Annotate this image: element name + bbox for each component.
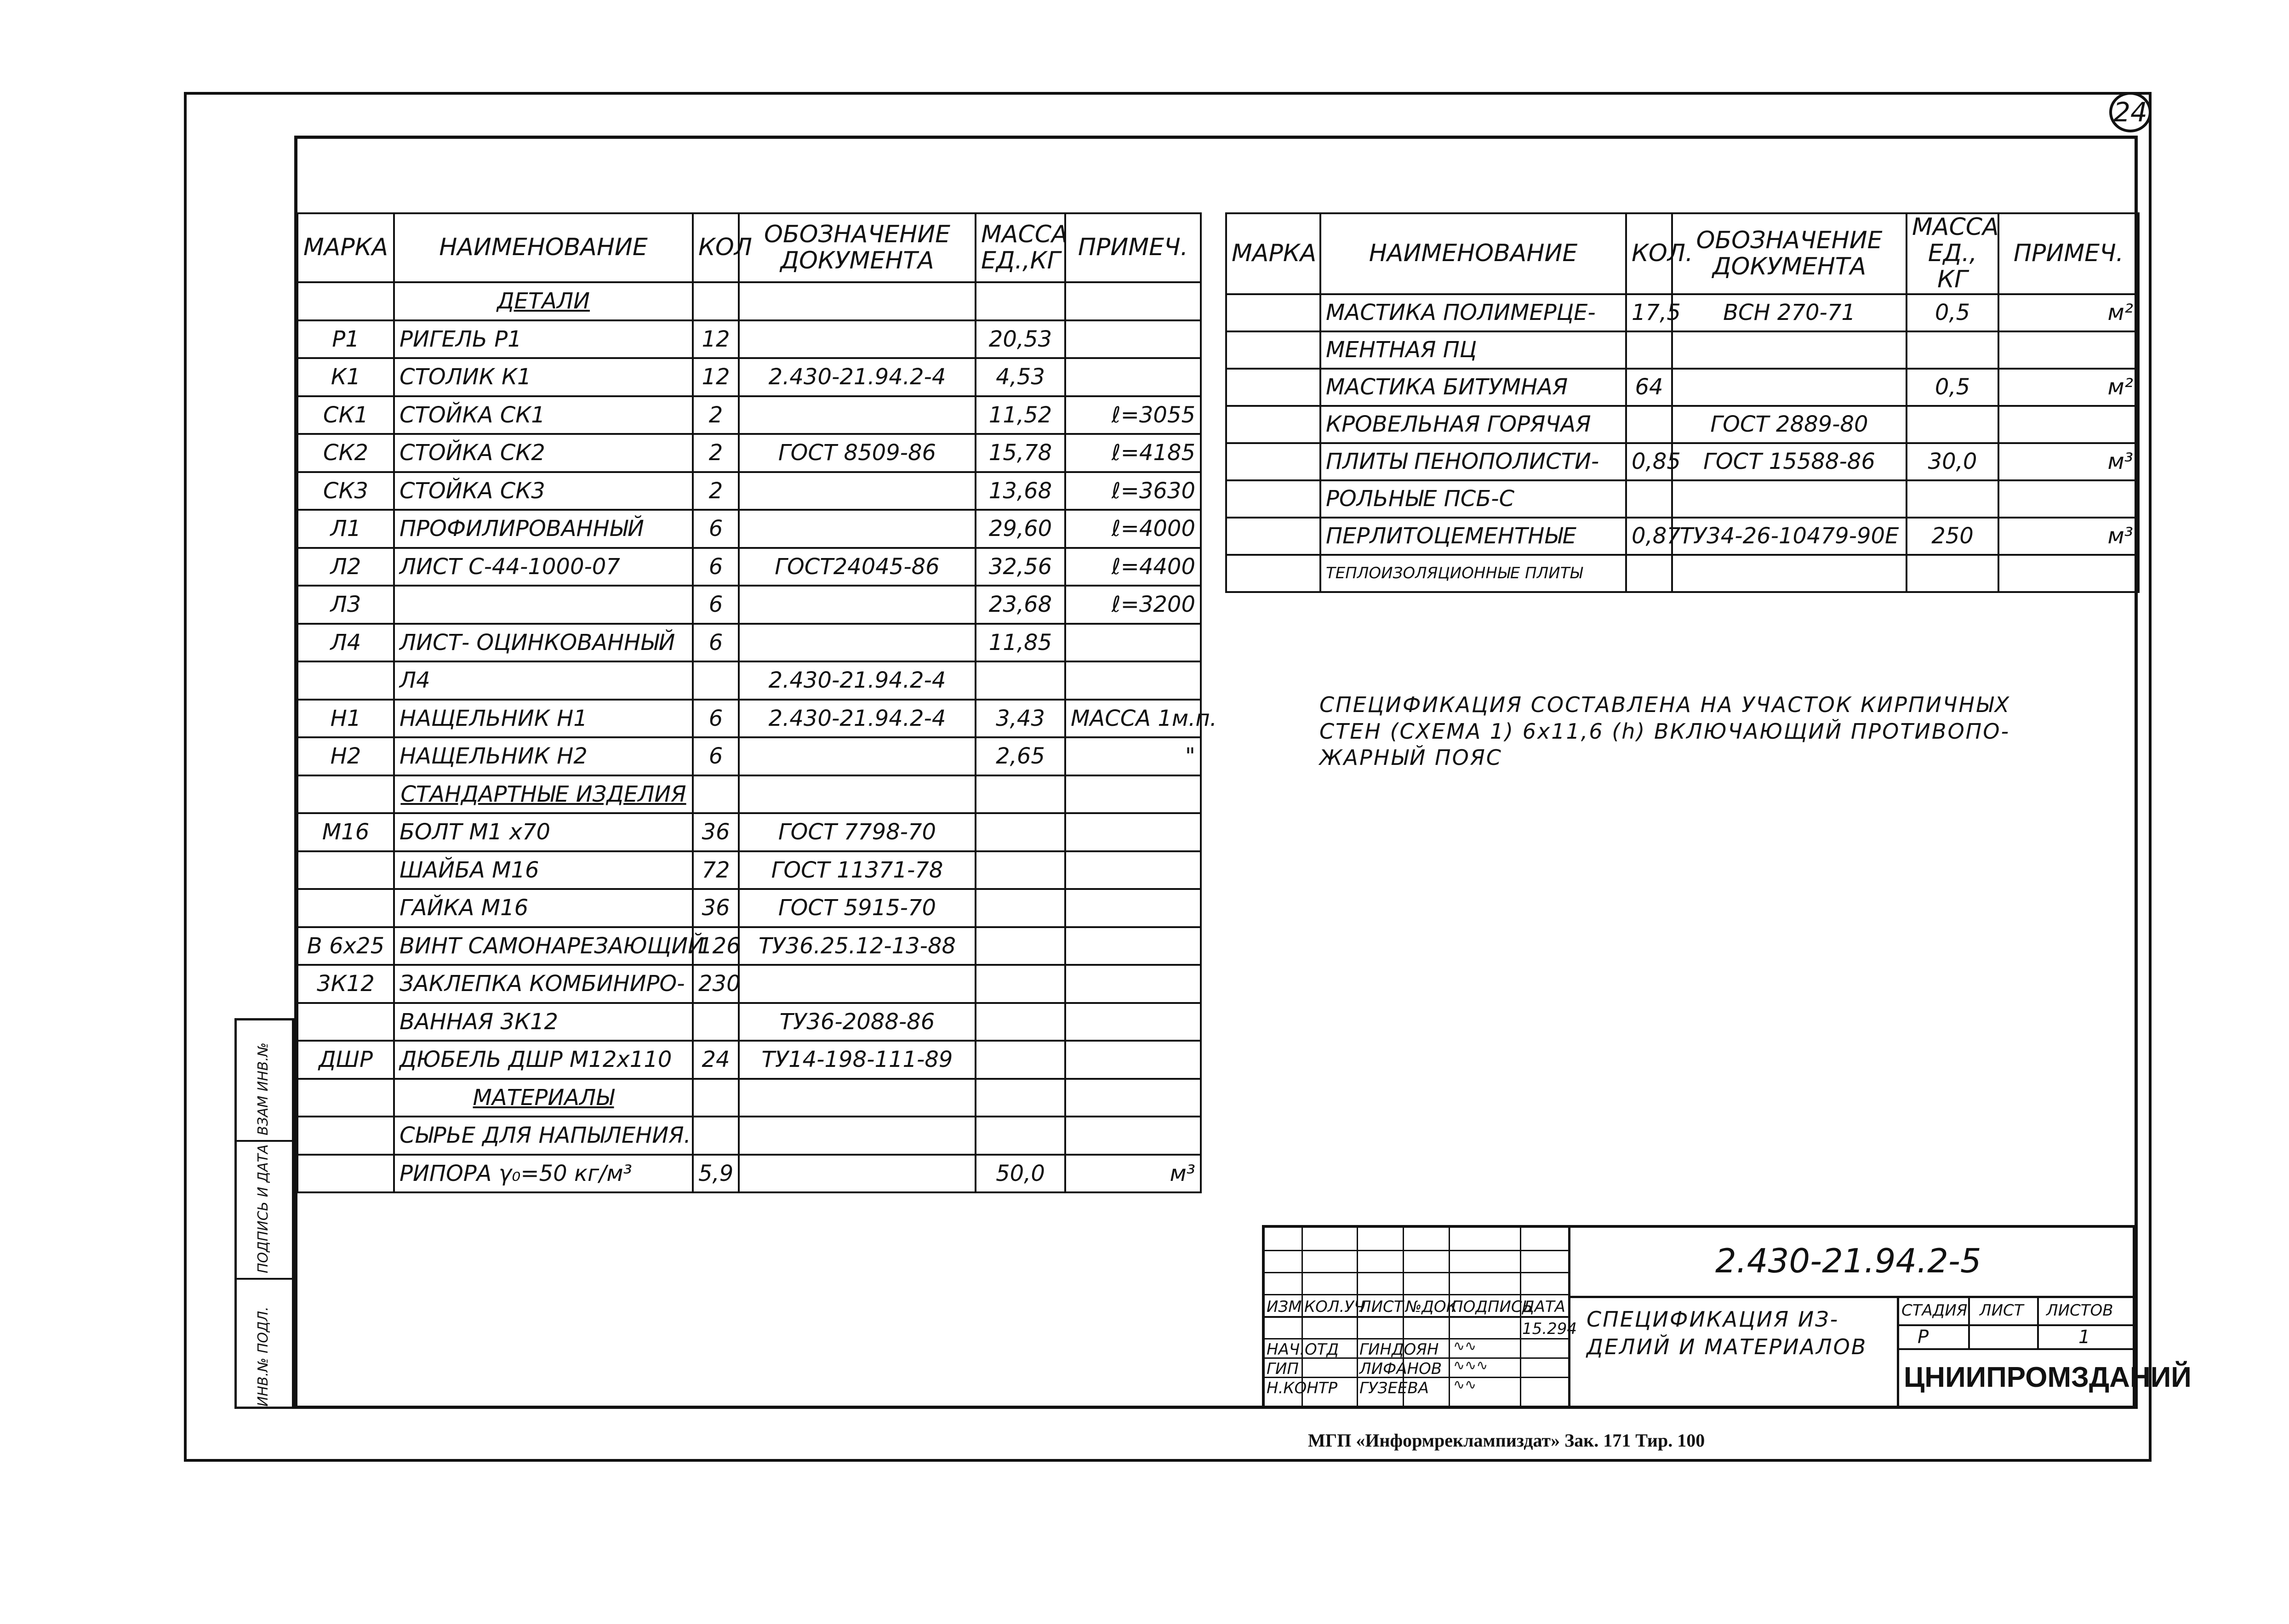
table-cell: 3К12 bbox=[297, 965, 394, 1003]
table-cell: СК3 bbox=[297, 472, 394, 510]
side-stamp-label: ВЗАМ ИНВ.№ bbox=[255, 1042, 271, 1135]
table-cell bbox=[976, 1117, 1065, 1155]
table-cell bbox=[1226, 555, 1320, 592]
table-cell: м³ bbox=[1065, 1155, 1201, 1193]
table-cell: 29,60 bbox=[976, 510, 1065, 548]
table-cell: РИГЕЛЬ Р1 bbox=[394, 320, 693, 359]
table-cell: Н1 bbox=[297, 700, 394, 738]
table-cell bbox=[739, 510, 976, 548]
table-cell bbox=[976, 1003, 1065, 1041]
table-row bbox=[297, 1117, 1201, 1155]
table-cell bbox=[1226, 518, 1320, 555]
table-cell: 36 bbox=[693, 813, 739, 851]
table-cell bbox=[1998, 406, 2139, 443]
table-row bbox=[297, 282, 1201, 320]
table-cell: МАСТИКА ПОЛИМЕРЦЕ- bbox=[1320, 294, 1626, 331]
table-cell bbox=[739, 1117, 976, 1155]
doc-code: 2.430-21.94.2-5 bbox=[1715, 1242, 1981, 1280]
table-cell: " bbox=[1065, 737, 1201, 775]
table-row bbox=[297, 1155, 1201, 1193]
table-cell: ДЮБЕЛЬ ДШР М12х110 bbox=[394, 1041, 693, 1079]
table-cell bbox=[1998, 555, 2139, 592]
table-row bbox=[297, 927, 1201, 965]
table-cell: 17,5 bbox=[1626, 294, 1672, 331]
column-header: КОЛ. bbox=[1626, 213, 1672, 294]
table-cell bbox=[739, 737, 976, 775]
table-cell: ПЕРЛИТОЦЕМЕНТНЫЕ bbox=[1320, 518, 1626, 555]
table-cell bbox=[1065, 1079, 1201, 1117]
column-header: ОБОЗНАЧЕНИЕ ДОКУМЕНТА bbox=[1672, 213, 1907, 294]
table-cell bbox=[739, 320, 976, 359]
table-cell: СТОЛИК К1 bbox=[394, 358, 693, 396]
table-row bbox=[1226, 369, 2139, 406]
table-cell bbox=[1065, 661, 1201, 700]
table-cell: ТУ36.25.12-13-88 bbox=[739, 927, 976, 965]
side-stamp-label: ИНВ.№ ПОДЛ. bbox=[255, 1306, 271, 1407]
tb-sheets-label: ЛИСТОВ bbox=[2046, 1301, 2113, 1320]
table-cell bbox=[1226, 369, 1320, 406]
column-header: МАССА ЕД., КГ bbox=[1907, 213, 1998, 294]
table-cell bbox=[1065, 775, 1201, 814]
table-cell bbox=[739, 965, 976, 1003]
table-cell: ГОСТ 11371-78 bbox=[739, 851, 976, 889]
signature: ∿∿ bbox=[1453, 1338, 1477, 1354]
table-row bbox=[297, 737, 1201, 775]
table-cell bbox=[976, 889, 1065, 927]
table-cell: СК1 bbox=[297, 396, 394, 434]
table-row bbox=[297, 358, 1201, 396]
side-stamp bbox=[234, 1018, 294, 1409]
table-cell bbox=[1065, 624, 1201, 662]
table-cell: ℓ=4400 bbox=[1065, 548, 1201, 586]
table-cell bbox=[1226, 331, 1320, 369]
table-cell bbox=[976, 965, 1065, 1003]
table-cell bbox=[394, 586, 693, 624]
table-cell bbox=[1065, 965, 1201, 1003]
table-cell: СТОЙКА СК2 bbox=[394, 434, 693, 472]
table-cell bbox=[739, 624, 976, 662]
table-cell: НАЩЕЛЬНИК Н1 bbox=[394, 700, 693, 738]
tb-col-data: ДАТА bbox=[1522, 1298, 1565, 1316]
table-row bbox=[1226, 294, 2139, 331]
table-cell: 13,68 bbox=[976, 472, 1065, 510]
table-cell bbox=[976, 927, 1065, 965]
printer-footer: МГП «Информреклампиздат» Зак. 171 Тир. 100 bbox=[1308, 1430, 1705, 1451]
table-cell: 30,0 bbox=[1907, 443, 1998, 480]
table-row bbox=[297, 1003, 1201, 1041]
tb-name: ГИНДОЯН bbox=[1359, 1340, 1439, 1359]
table-cell bbox=[693, 775, 739, 814]
table-cell: ЛИСТ С-44-1000-07 bbox=[394, 548, 693, 586]
table-cell: 230 bbox=[693, 965, 739, 1003]
left-spec-table bbox=[297, 212, 1217, 1193]
tb-role: НАЧ.ОТД bbox=[1267, 1340, 1339, 1359]
table-cell: 2 bbox=[693, 472, 739, 510]
table-row bbox=[297, 472, 1201, 510]
table-row bbox=[1226, 331, 2139, 369]
table-row bbox=[297, 661, 1201, 700]
table-cell: м³ bbox=[1998, 443, 2139, 480]
table-cell: 6 bbox=[693, 548, 739, 586]
table-cell bbox=[1226, 480, 1320, 518]
table-cell: КРОВЕЛЬНАЯ ГОРЯЧАЯ bbox=[1320, 406, 1626, 443]
table-cell: Р1 bbox=[297, 320, 394, 359]
table-cell: ГОСТ 8509-86 bbox=[739, 434, 976, 472]
table-cell bbox=[739, 775, 976, 814]
table-cell bbox=[1907, 555, 1998, 592]
tb-sheet-label: ЛИСТ bbox=[1980, 1301, 2024, 1320]
table-row bbox=[297, 1041, 1201, 1079]
table-cell: 12 bbox=[693, 320, 739, 359]
table-cell bbox=[693, 1079, 739, 1117]
specification-note: СПЕЦИФИКАЦИЯ СОСТАВЛЕНА НА УЧАСТОК КИРПИЧНЫХ СТЕН (СХЕМА 1) 6х11,6 (h) ВКЛЮЧАЮЩИЙ ПРОТИВОПО- ЖАРНЫЙ ПОЯС bbox=[1319, 692, 2011, 770]
table-cell: М16 bbox=[297, 813, 394, 851]
table-cell bbox=[297, 282, 394, 320]
table-cell: 2,65 bbox=[976, 737, 1065, 775]
table-cell bbox=[976, 851, 1065, 889]
doc-title: СПЕЦИФИКАЦИЯ ИЗ- ДЕЛИЙ И МАТЕРИАЛОВ bbox=[1587, 1307, 1867, 1359]
table-row bbox=[297, 586, 1201, 624]
table-cell: ℓ=3200 bbox=[1065, 586, 1201, 624]
table-cell: 20,53 bbox=[976, 320, 1065, 359]
table-cell: ДЕТАЛИ bbox=[394, 282, 693, 320]
table-cell: 23,68 bbox=[976, 586, 1065, 624]
table-cell: НАЩЕЛЬНИК Н2 bbox=[394, 737, 693, 775]
table-row bbox=[297, 813, 1201, 851]
table-row bbox=[297, 434, 1201, 472]
table-cell: ТУ36-2088-86 bbox=[739, 1003, 976, 1041]
table-cell bbox=[1065, 320, 1201, 359]
table-cell: 6 bbox=[693, 586, 739, 624]
table-cell: МАТЕРИАЛЫ bbox=[394, 1079, 693, 1117]
table-cell: 11,85 bbox=[976, 624, 1065, 662]
table-cell: СТОЙКА СК1 bbox=[394, 396, 693, 434]
table-cell: МАССА 1м.п. bbox=[1065, 700, 1201, 738]
table-cell bbox=[1226, 443, 1320, 480]
organization: ЦНИИПРОМЗДАНИЙ bbox=[1904, 1362, 2192, 1393]
table-cell: ЗАКЛЕПКА КОМБИНИРО- bbox=[394, 965, 693, 1003]
tb-col-izm: ИЗМ bbox=[1267, 1298, 1302, 1316]
table-cell bbox=[1226, 406, 1320, 443]
table-cell bbox=[297, 1155, 394, 1193]
table-cell bbox=[1065, 813, 1201, 851]
table-cell: ШАЙБА М16 bbox=[394, 851, 693, 889]
table-cell bbox=[297, 775, 394, 814]
table-cell: 250 bbox=[1907, 518, 1998, 555]
column-header: ОБОЗНАЧЕНИЕ ДОКУМЕНТА bbox=[739, 213, 976, 282]
table-cell bbox=[1998, 331, 2139, 369]
table-cell: В 6х25 bbox=[297, 927, 394, 965]
table-row bbox=[297, 775, 1201, 814]
table-cell: МАСТИКА БИТУМНАЯ bbox=[1320, 369, 1626, 406]
sheet-number: 24 bbox=[2109, 92, 2152, 132]
table-row bbox=[297, 965, 1201, 1003]
table-cell bbox=[297, 1003, 394, 1041]
table-cell: МЕНТНАЯ ПЦ bbox=[1320, 331, 1626, 369]
table-row bbox=[297, 548, 1201, 586]
table-cell bbox=[739, 1155, 976, 1193]
table-cell bbox=[1626, 406, 1672, 443]
table-cell: м² bbox=[1998, 294, 2139, 331]
table-cell: 64 bbox=[1626, 369, 1672, 406]
table-cell: 2 bbox=[693, 434, 739, 472]
table-cell: 6 bbox=[693, 737, 739, 775]
table-cell bbox=[739, 1079, 976, 1117]
tb-col-kol: КОЛ.УЧ bbox=[1304, 1298, 1365, 1316]
table-cell: СЫРЬЕ ДЛЯ НАПЫЛЕНИЯ. bbox=[394, 1117, 693, 1155]
table-cell: ВИНТ САМОНАРЕЗАЮЩИЙ bbox=[394, 927, 693, 965]
table-cell bbox=[1065, 889, 1201, 927]
table-cell bbox=[976, 282, 1065, 320]
table-row bbox=[297, 889, 1201, 927]
column-header: ПРИМЕЧ. bbox=[1998, 213, 2139, 294]
table-cell: 72 bbox=[693, 851, 739, 889]
signature: ∿∿ bbox=[1453, 1377, 1477, 1393]
table-row bbox=[297, 1079, 1201, 1117]
table-cell: ГАЙКА М16 bbox=[394, 889, 693, 927]
table-row bbox=[1226, 443, 2139, 480]
table-cell bbox=[1907, 480, 1998, 518]
table-cell bbox=[693, 1117, 739, 1155]
column-header: НАИМЕНОВАНИЕ bbox=[394, 213, 693, 282]
table-cell bbox=[1065, 1003, 1201, 1041]
table-cell: 2.430-21.94.2-4 bbox=[739, 700, 976, 738]
table-cell bbox=[739, 472, 976, 510]
table-cell: ГОСТ 2889-80 bbox=[1672, 406, 1907, 443]
table-cell: 4,53 bbox=[976, 358, 1065, 396]
table-cell: 0,5 bbox=[1907, 294, 1998, 331]
table-cell: ℓ=3630 bbox=[1065, 472, 1201, 510]
table-cell: СТАНДАРТНЫЕ ИЗДЕЛИЯ bbox=[394, 775, 693, 814]
table-cell: ПЛИТЫ ПЕНОПОЛИСТИ- bbox=[1320, 443, 1626, 480]
table-row bbox=[1226, 555, 2139, 592]
table-cell: Л2 bbox=[297, 548, 394, 586]
table-row bbox=[297, 624, 1201, 662]
table-row bbox=[297, 320, 1201, 359]
table-cell: 5,9 bbox=[693, 1155, 739, 1193]
table-cell: 0,87 bbox=[1626, 518, 1672, 555]
table-cell: СК2 bbox=[297, 434, 394, 472]
table-cell: Л3 bbox=[297, 586, 394, 624]
table-cell: 12 bbox=[693, 358, 739, 396]
tb-date: 15.294 bbox=[1522, 1320, 1577, 1338]
table-cell bbox=[1065, 851, 1201, 889]
table-cell bbox=[739, 586, 976, 624]
right-spec-table bbox=[1225, 212, 2140, 593]
table-cell bbox=[1907, 406, 1998, 443]
table-cell bbox=[976, 661, 1065, 700]
table-cell bbox=[1626, 331, 1672, 369]
table-cell: 15,78 bbox=[976, 434, 1065, 472]
table-cell: 11,52 bbox=[976, 396, 1065, 434]
table-cell bbox=[297, 1079, 394, 1117]
table-cell: 6 bbox=[693, 700, 739, 738]
table-cell: 126 bbox=[693, 927, 739, 965]
table-cell bbox=[1065, 1117, 1201, 1155]
table-cell: 2.430-21.94.2-4 bbox=[739, 358, 976, 396]
table-cell: 6 bbox=[693, 624, 739, 662]
tb-role: ГИП bbox=[1267, 1360, 1299, 1378]
table-cell: 3,43 bbox=[976, 700, 1065, 738]
table-cell bbox=[739, 396, 976, 434]
table-cell bbox=[1626, 555, 1672, 592]
table-cell: 2 bbox=[693, 396, 739, 434]
table-cell bbox=[297, 851, 394, 889]
table-row bbox=[1226, 518, 2139, 555]
table-cell bbox=[976, 775, 1065, 814]
table-cell: РОЛЬНЫЕ ПСБ-С bbox=[1320, 480, 1626, 518]
table-cell: Л1 bbox=[297, 510, 394, 548]
table-cell: ГОСТ 5915-70 bbox=[739, 889, 976, 927]
table-cell: 36 bbox=[693, 889, 739, 927]
table-cell: БОЛТ М1 х70 bbox=[394, 813, 693, 851]
column-header: МАРКА bbox=[297, 213, 394, 282]
tb-sheets: 1 bbox=[2078, 1327, 2090, 1348]
table-cell: ℓ=4185 bbox=[1065, 434, 1201, 472]
table-cell bbox=[1065, 358, 1201, 396]
table-cell bbox=[976, 813, 1065, 851]
table-cell: ВАННАЯ 3К12 bbox=[394, 1003, 693, 1041]
table-cell: Л4 bbox=[394, 661, 693, 700]
table-cell: м² bbox=[1998, 369, 2139, 406]
table-row bbox=[297, 851, 1201, 889]
column-header: НАИМЕНОВАНИЕ bbox=[1320, 213, 1626, 294]
table-cell: ℓ=3055 bbox=[1065, 396, 1201, 434]
table-cell: ПРОФИЛИРОВАННЫЙ bbox=[394, 510, 693, 548]
table-cell bbox=[976, 1079, 1065, 1117]
table-cell: ДШР bbox=[297, 1041, 394, 1079]
table-cell: ТУ14-198-111-89 bbox=[739, 1041, 976, 1079]
table-cell: ГОСТ 15588-86 bbox=[1672, 443, 1907, 480]
table-cell bbox=[1998, 480, 2139, 518]
table-row bbox=[1226, 480, 2139, 518]
table-cell: РИПОРА γ₀=50 кг/м³ bbox=[394, 1155, 693, 1193]
tb-stage: Р bbox=[1918, 1327, 1929, 1348]
table-cell: 0,5 bbox=[1907, 369, 1998, 406]
side-stamp-label: ПОДПИСЬ И ДАТА bbox=[255, 1144, 271, 1273]
table-cell bbox=[1907, 331, 1998, 369]
table-cell bbox=[693, 1003, 739, 1041]
table-cell bbox=[297, 889, 394, 927]
table-row bbox=[297, 510, 1201, 548]
column-header: МАССА ЕД.,КГ bbox=[976, 213, 1065, 282]
table-cell: ГОСТ24045-86 bbox=[739, 548, 976, 586]
tb-name: ГУЗЕЕВА bbox=[1359, 1379, 1429, 1397]
table-cell: ТУ34-26-10479-90Е bbox=[1672, 518, 1907, 555]
table-cell bbox=[1065, 927, 1201, 965]
column-header: ПРИМЕЧ. bbox=[1065, 213, 1201, 282]
table-cell: ВСН 270-71 bbox=[1672, 294, 1907, 331]
table-cell: 50,0 bbox=[976, 1155, 1065, 1193]
table-cell: 0,85 bbox=[1626, 443, 1672, 480]
table-cell bbox=[1672, 331, 1907, 369]
table-cell: 32,56 bbox=[976, 548, 1065, 586]
table-cell bbox=[1672, 555, 1907, 592]
table-cell: ℓ=4000 bbox=[1065, 510, 1201, 548]
table-cell bbox=[297, 1117, 394, 1155]
table-cell: 6 bbox=[693, 510, 739, 548]
table-row bbox=[297, 700, 1201, 738]
table-cell: 24 bbox=[693, 1041, 739, 1079]
tb-col-ndok: №ДОК bbox=[1405, 1298, 1457, 1316]
tb-name: ЛИФАНОВ bbox=[1359, 1360, 1442, 1378]
tb-role: Н.КОНТР bbox=[1267, 1379, 1338, 1397]
column-header: МАРКА bbox=[1226, 213, 1320, 294]
title-block bbox=[1262, 1225, 2192, 1409]
table-cell bbox=[976, 1041, 1065, 1079]
column-header: КОЛ bbox=[693, 213, 739, 282]
table-cell: ТЕПЛОИЗОЛЯЦИОННЫЕ ПЛИТЫ bbox=[1320, 555, 1626, 592]
table-row bbox=[1226, 406, 2139, 443]
table-cell: м³ bbox=[1998, 518, 2139, 555]
signature: ∿∿∿ bbox=[1453, 1357, 1488, 1373]
tb-stage-label: СТАДИЯ bbox=[1901, 1301, 1968, 1320]
table-cell: СТОЙКА СК3 bbox=[394, 472, 693, 510]
table-cell: ГОСТ 7798-70 bbox=[739, 813, 976, 851]
table-cell bbox=[739, 282, 976, 320]
table-cell: ЛИСТ- ОЦИНКОВАННЫЙ bbox=[394, 624, 693, 662]
tb-col-podpis: ПОДПИСЬ bbox=[1451, 1298, 1533, 1316]
table-row bbox=[297, 396, 1201, 434]
table-cell bbox=[1672, 369, 1907, 406]
table-cell bbox=[297, 661, 394, 700]
table-cell: Н2 bbox=[297, 737, 394, 775]
table-cell bbox=[1226, 294, 1320, 331]
table-cell bbox=[1626, 480, 1672, 518]
table-cell bbox=[1065, 282, 1201, 320]
table-cell: К1 bbox=[297, 358, 394, 396]
table-cell bbox=[1672, 480, 1907, 518]
table-cell: 2.430-21.94.2-4 bbox=[739, 661, 976, 700]
table-cell bbox=[693, 282, 739, 320]
tb-col-list: ЛИСТ bbox=[1359, 1298, 1404, 1316]
table-cell bbox=[693, 661, 739, 700]
table-cell bbox=[1065, 1041, 1201, 1079]
table-cell: Л4 bbox=[297, 624, 394, 662]
